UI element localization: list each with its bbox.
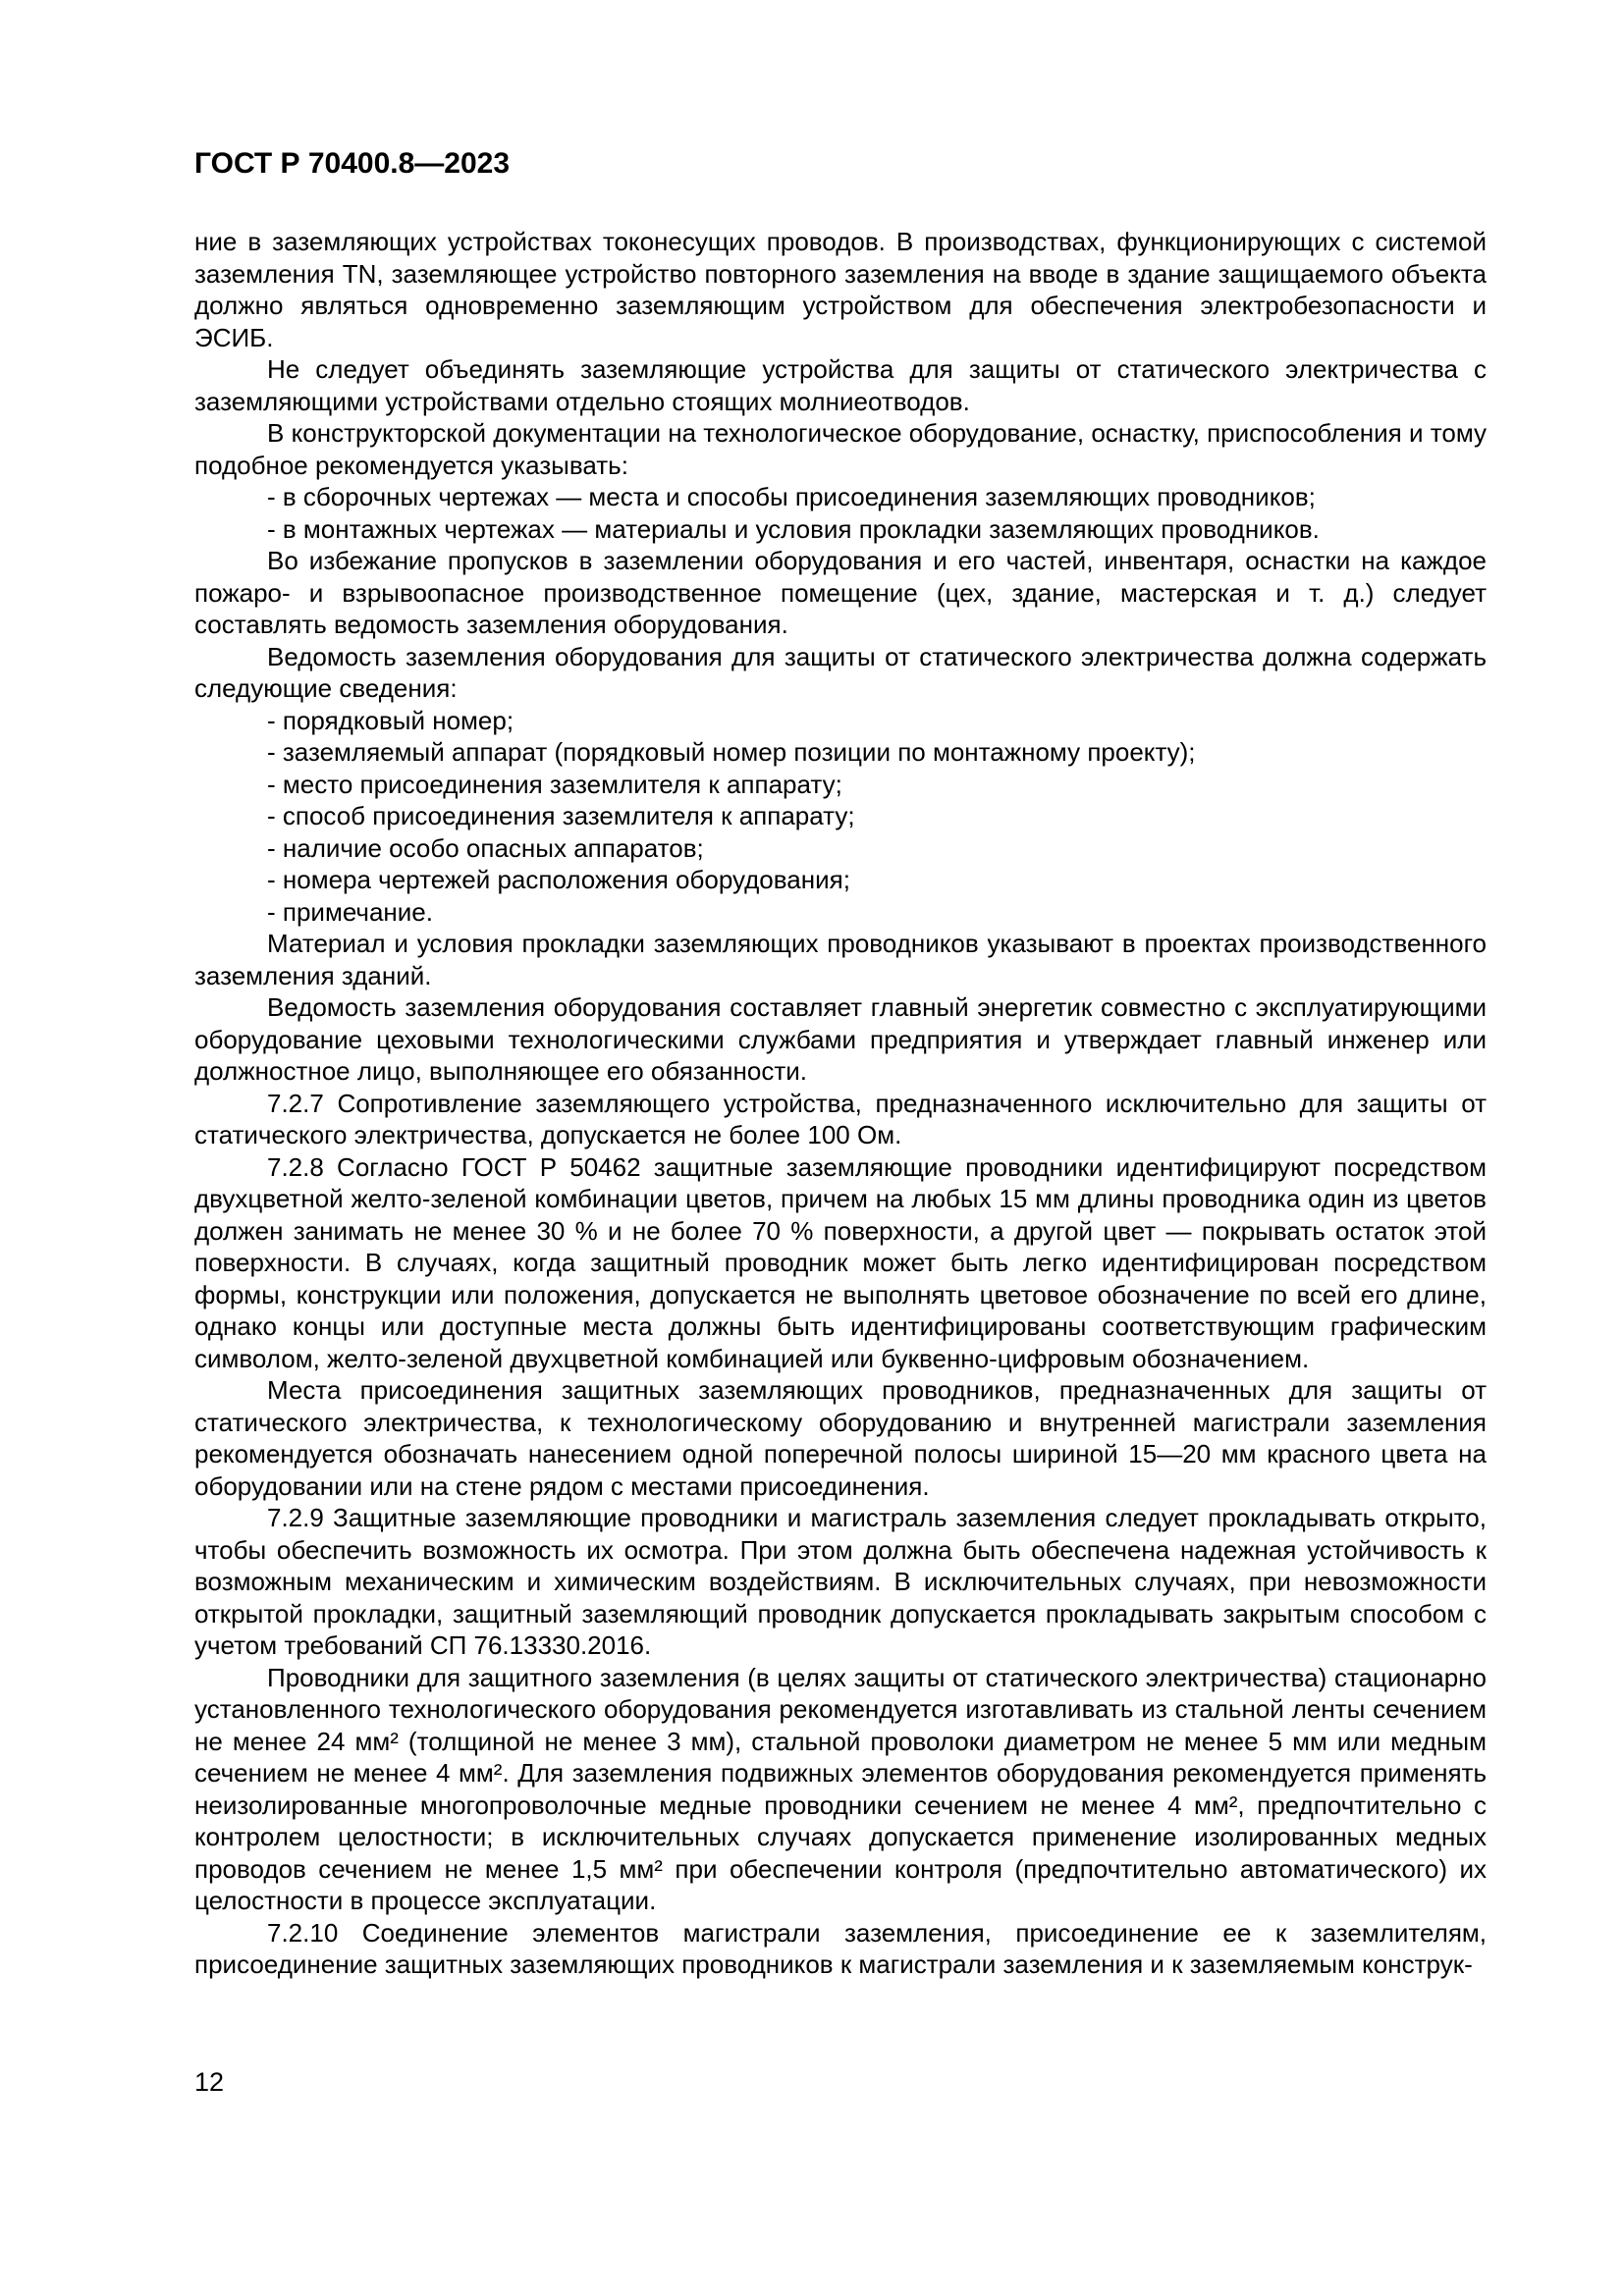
paragraph: Не следует объединять заземляющие устройства для защиты от статического электричества с заземляющими устройствами отдельно стоящих молниеотводов.	[194, 354, 1487, 416]
paragraph: В конструкторской документации на технологическое оборудование, оснастку, приспособления и тому подобное рекомендуется указывать:	[194, 418, 1487, 480]
clause-7-2-7: 7.2.7 Сопротивление заземляющего устройства, предназначенного исключительно для защиты от статического электричества, допускается не более 100 Ом.	[194, 1088, 1487, 1149]
list-item: - примечание.	[267, 896, 433, 927]
clause-7-2-10: 7.2.10 Соединение элементов магистрали заземления, присоединение ее к заземлителям, присоединение защитных заземляющих проводников к магистрали заземления и к заземляемым конструк-	[194, 1917, 1487, 1979]
list-item: - номера чертежей расположения оборудования;	[267, 865, 850, 894]
clause-7-2-8: 7.2.8 Согласно ГОСТ Р 50462 защитные заземляющие проводники идентифицируют посредством двухцветной желто-зеленой комбинации цветов, причем на любых 15 мм длины проводника один из цветов должен занимать не менее 30 % и не более 70 % поверхности, а другой цвет — покрывать остаток этой поверхности. В случаях, когда защитный проводник может быть легко идентифицирован посредством формы, конструкции или положения, допускается не выполнять цветовое обозначение по всей его длине, однако концы или доступные места должны быть идентифицированы соответствующим графическим символом, желто-зеленой двухцветной комбинацией или буквенно-цифровым обозначением.	[194, 1151, 1487, 1373]
list-item: - в монтажных чертежах — материалы и условия прокладки заземляющих проводников.	[267, 513, 1320, 544]
paragraph: Материал и условия прокладки заземляющих проводников указывают в проектах производственного заземления зданий.	[194, 929, 1487, 990]
list-item: - заземляемый аппарат (порядковый номер позиции по монтажному проекту);	[267, 737, 1196, 767]
page-body	[194, 226, 1487, 1981]
paragraph-continuation: ние в заземляющих устройствах токонесущих проводов. В производствах, функционирующих с системой заземления TN, заземляющее устройство повторного заземления на вводе в здание защищаемого объекта должно являться одновременно заземляющим устройством для обеспечения электробезопасности и ЭСИБ.	[194, 227, 1487, 352]
paragraph: Проводники для защитного заземления (в целях защиты от статического электричества) стационарно установленного технологического оборудования рекомендуется изготавливать из стальной ленты сечением не менее 24 мм² (толщиной не менее 3 мм), стальной проволоки диаметром не менее 5 мм или медным сечением не менее 4 мм². Для заземления подвижных элементов оборудования рекомендуется применять неизолированные многопроволочные медные проводники сечением не менее 4 мм², предпочтительно с контролем целостности; в исключительных случаях допускается применение изолированных медных проводов сечением не менее 1,5 мм² при обеспечении контроля (предпочтительно автоматического) их целостности в процессе эксплуатации.	[194, 1662, 1487, 1915]
page-number: 12	[194, 2067, 225, 2097]
list-item: - порядковый номер;	[267, 705, 514, 735]
paragraph: Ведомость заземления оборудования для защиты от статического электричества должна содержать следующие сведения:	[194, 641, 1487, 703]
list-item: - в сборочных чертежах — места и способы присоединения заземляющих проводников;	[267, 482, 1316, 511]
standard-designation-header: ГОСТ Р 70400.8—2023	[194, 147, 511, 180]
clause-7-2-9: 7.2.9 Защитные заземляющие проводники и магистраль заземления следует прокладывать открыто, чтобы обеспечить возможность их осмотра. При этом должна быть обеспечена надежная устойчивость к возможным механическим и химическим воздействиям. В исключительных случаях, при невозможности открытой прокладки, защитный заземляющий проводник допускается прокладывать закрытым способом с учетом требований СП 76.13330.2016.	[194, 1503, 1487, 1660]
list-item: - наличие особо опасных аппаратов;	[267, 832, 704, 863]
list-item: - способ присоединения заземлителя к аппарату;	[267, 801, 855, 830]
paragraph: Ведомость заземления оборудования составляет главный энергетик совместно с эксплуатирующими оборудование цеховыми технологическими службами предприятия и утверждает главный инженер или должностное лицо, выполняющее его обязанности.	[194, 992, 1487, 1086]
paragraph: Места присоединения защитных заземляющих проводников, предназначенных для защиты от статического электричества, к технологическому оборудованию и внутренней магистрали заземления рекомендуется обозначать нанесением одной поперечной полосы шириной 15—20 мм красного цвета на оборудовании или на стене рядом с местами присоединения.	[194, 1375, 1487, 1501]
paragraph: Во избежание пропусков в заземлении оборудования и его частей, инвентаря, оснастки на каждое пожаро- и взрывоопасное производственное помещение (цех, здание, мастерская и т. д.) следует составлять ведомость заземления оборудования.	[194, 546, 1487, 639]
list-item: - место присоединения заземлителя к аппарату;	[267, 769, 842, 799]
